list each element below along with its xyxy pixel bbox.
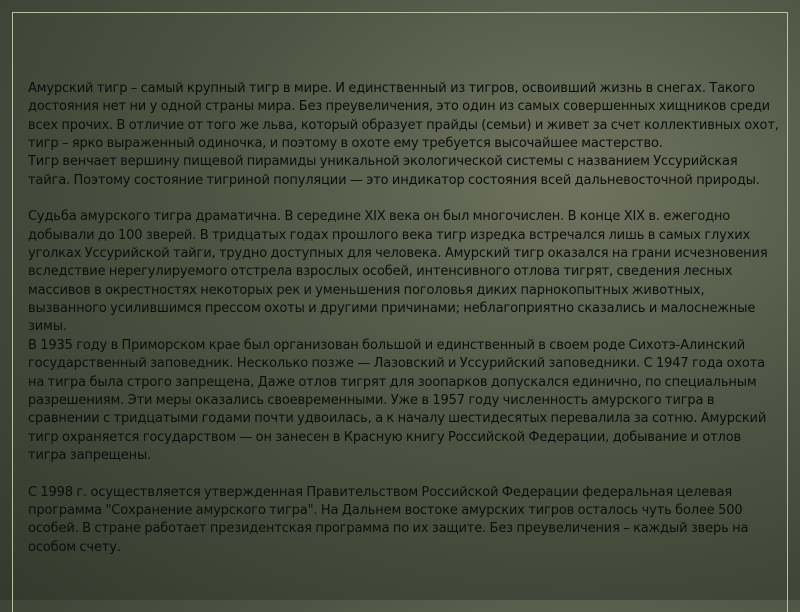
- slide-text-block: [28, 80, 780, 557]
- paragraph-history: Судьба амурского тигра драматична. В середине XIX века он был многочислен. В конце XIX в. ежегодно добывали до 100 зверей. В тридцатых годах прошлого века тигр изредка встречался лишь в самых глухих уголках Уссурийской тайги, трудно доступных для человека. Амурский тигр оказался на грани исчезновения вследствие нерегулируемого отстрела взрослых особей, интенсивного отлова тигрят, сведения лесных массивов в окрестностях некоторых рек и уменьшения поголовья диких парнокопытных животных, вызванного усилившимся прессом охоты и другими причинами; неблагоприятно сказались и малоснежные зимы.: [28, 209, 768, 335]
- paragraph-intro: Амурский тигр – самый крупный тигр в мире. И единственный из тигров, освоивший жизнь в снегах. Такого достояния нет ни у одной страны мира. Без преувеличения, это один из самых совершенных хищников среди всех прочих. В отличие от того же льва, который образует прайды (семьи) и живет за счет коллективных охот, тигр – ярко выраженный одиночка, и поэтому в охоте ему требуется высочайшее мастерство.: [28, 81, 779, 152]
- paragraph-program: С 1998 г. осуществляется утвержденная Правительством Российской Федерации федеральная целевая программа "Сохранение амурского тигра". На Дальнем востоке амурских тигров осталось чуть более 500 особей. В стране работает президентская программа по их защите. Без преувеличения – каждый зверь на особом счету.: [28, 484, 749, 555]
- paragraph-food-pyramid: Тигр венчает вершину пищевой пирамиды уникальной экологической системы с названием Уссурийская тайга. Поэтому состояние тигриной популяции — это индикатор состояния всей дальневосточной природы.: [28, 154, 760, 188]
- paragraph-spacer: [28, 465, 780, 483]
- paragraph-protection: В 1935 году в Приморском крае был организован большой и единственный в своем роде Сихотэ-Алинский государственный заповедник. Несколько позже — Лазовский и Уссурийский заповедники. С 1947 года охота на тигра была строго запрещена, Даже отлов тигрят для зоопарков допускался единично, по специальным разрешениям. Эти меры оказались своевременными. Уже в 1957 году численность амурского тигра в сравнении с тридцатыми годами почти удвоилась, а к началу шестидесятых перевалила за сотню. Амурский тигр охраняется государством — он занесен в Красную книгу Российской Федерации, добывание и отлов тигра запрещены.: [28, 337, 767, 463]
- paragraph-spacer: [28, 190, 780, 208]
